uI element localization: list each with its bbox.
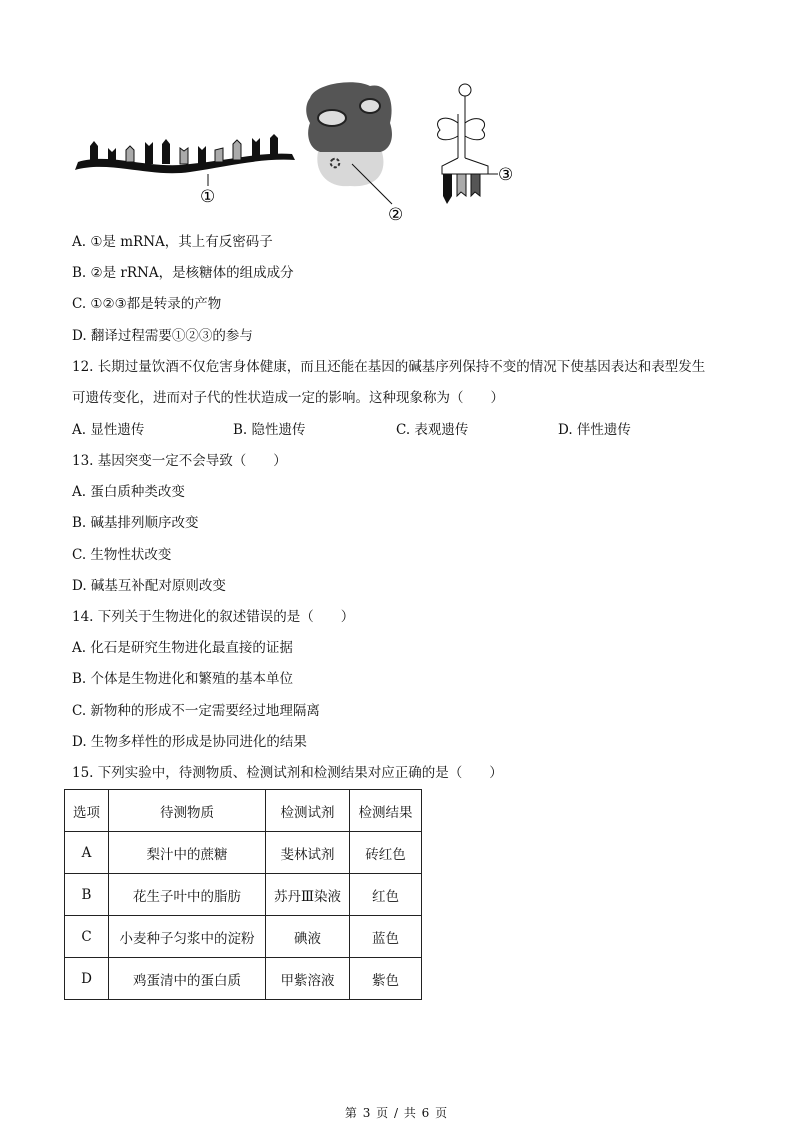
cell-option: B: [65, 874, 109, 916]
table-row: [65, 832, 422, 874]
cell-reagent: 斐林试剂: [266, 832, 350, 874]
table-header-row: [65, 790, 422, 832]
cell-option: C: [65, 916, 109, 958]
header-reagent: 检测试剂: [266, 790, 350, 832]
header-substance: 待测物质: [109, 790, 266, 832]
q12-options: [72, 420, 752, 440]
q14-option-a: A. 化石是研究生物进化最直接的证据: [72, 640, 293, 656]
q12-stem-line2: 可遗传变化，进而对子代的性状造成一定的影响。这种现象称为（ ）: [72, 390, 504, 406]
label-2: ②: [388, 205, 404, 225]
q14-option-c: C. 新物种的形成不一定需要经过地理隔离: [72, 703, 320, 719]
cell-substance: 梨汁中的蔗糖: [109, 832, 266, 874]
q11-option-d: D. 翻译过程需要①②③的参与: [72, 328, 253, 344]
cell-substance: 花生子叶中的脂肪: [109, 874, 266, 916]
header-option: 选项: [65, 790, 109, 832]
q12-option-d: D. 伴性遗传: [558, 422, 631, 438]
header-result: 检测结果: [350, 790, 422, 832]
q11-option-c: C. ①②③都是转录的产物: [72, 296, 222, 312]
cell-result: 红色: [350, 874, 422, 916]
q13-stem: 13. 基因突变一定不会导致（ ）: [72, 453, 287, 469]
table-row: [65, 874, 422, 916]
table-row: [65, 916, 422, 958]
q12-option-b: B. 隐性遗传: [233, 422, 306, 438]
q13-option-c: C. 生物性状改变: [72, 547, 172, 563]
q12-option-c: C. 表观遗传: [396, 422, 469, 438]
cell-reagent: 碘液: [266, 916, 350, 958]
cell-option: D: [65, 958, 109, 1000]
cell-substance: 鸡蛋清中的蛋白质: [109, 958, 266, 1000]
mrna-strand: [75, 134, 295, 186]
q13-option-b: B. 碱基排列顺序改变: [72, 515, 199, 531]
label-3: ③: [498, 165, 514, 185]
experiment-table: [64, 789, 422, 1000]
cell-option: A: [65, 832, 109, 874]
q11-option-a: A. ①是 mRNA，其上有反密码子: [72, 234, 273, 250]
q11-option-b: B. ②是 rRNA，是核糖体的组成成分: [72, 265, 294, 281]
ribosome: [306, 82, 392, 204]
translation-figure: [70, 78, 540, 228]
q12-stem-line1: 12. 长期过量饮酒不仅危害身体健康，而且还能在基因的碱基序列保持不变的情况下使基因表达和表型发生: [72, 359, 706, 375]
q13-option-a: A. 蛋白质种类改变: [72, 484, 185, 500]
q15-stem: 15. 下列实验中，待测物质、检测试剂和检测结果对应正确的是（ ）: [72, 765, 503, 781]
cell-result: 砖红色: [350, 832, 422, 874]
label-1: ①: [200, 187, 216, 207]
cell-reagent: 甲紫溶液: [266, 958, 350, 1000]
q14-option-b: B. 个体是生物进化和繁殖的基本单位: [72, 671, 294, 687]
cell-substance: 小麦种子匀浆中的淀粉: [109, 916, 266, 958]
cell-result: 紫色: [350, 958, 422, 1000]
q14-option-d: D. 生物多样性的形成是协同进化的结果: [72, 734, 307, 750]
q12-option-a: A. 显性遗传: [72, 422, 145, 438]
q14-stem: 14. 下列关于生物进化的叙述错误的是（ ）: [72, 609, 355, 625]
cell-result: 蓝色: [350, 916, 422, 958]
trna: [438, 84, 498, 204]
page-footer: 第 3 页 / 共 6 页: [344, 1106, 449, 1120]
translation-diagram-svg: [70, 78, 540, 228]
q13-option-d: D. 碱基互补配对原则改变: [72, 578, 226, 594]
cell-reagent: 苏丹Ⅲ染液: [266, 874, 350, 916]
table-row: [65, 958, 422, 1000]
